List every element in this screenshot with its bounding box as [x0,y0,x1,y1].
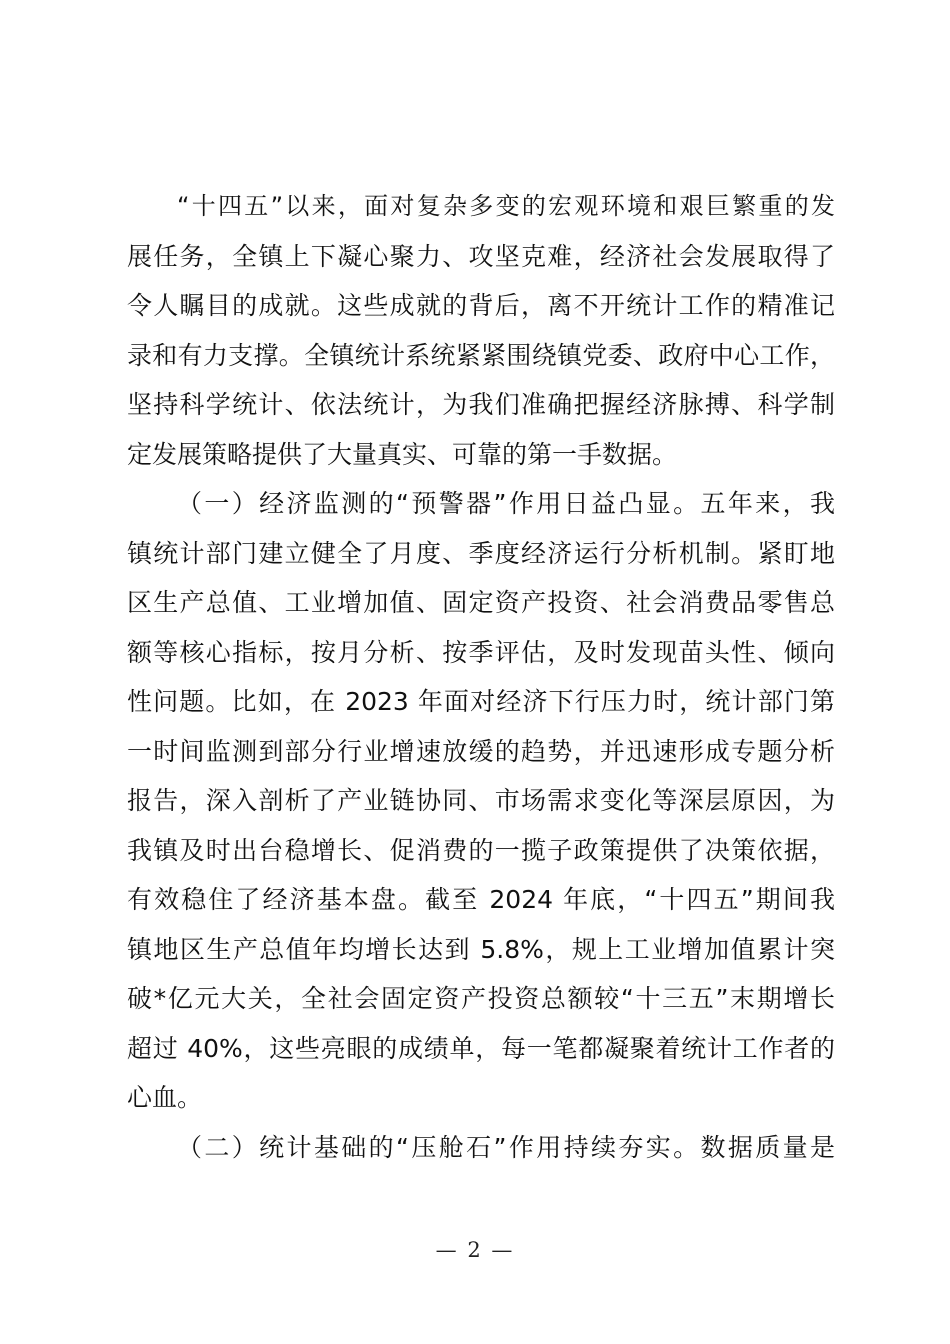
paragraph-intro [127,182,835,479]
text-line: 区生产总值、工业增加值、固定资产投资、社会消费品零售总 [127,588,835,617]
text-line: 有效稳住了经济基本盘。截至 2024 年底，“十四五”期间我 [127,885,836,914]
text-line: 性问题。比如，在 2023 年面对经济下行压力时，统计部门第 [127,687,835,716]
text-line: 坚持科学统计、依法统计，为我们准确把握经济脉搏、科学制 [127,390,835,419]
text-line: 我镇及时出台稳增长、促消费的一揽子政策提供了决策依据， [127,835,835,865]
text-line: 展任务，全镇上下凝心聚力、攻坚克难，经济社会发展取得了 [127,241,835,271]
text-line: 额等核心指标，按月分析、按季评估，及时发现苗头性、倾向 [127,637,835,667]
paragraph-section-two [127,1123,835,1173]
paragraph-section-one [127,479,835,1123]
text-line: 破*亿元大关，全社会固定资产投资总额较“十三五”末期增长 [127,984,835,1013]
text-line: 报告，深入剖析了产业链协同、市场需求变化等深层原因，为 [127,786,835,815]
text-line: 心血。 [127,1083,203,1112]
text-line: 镇统计部门建立健全了月度、季度经济运行分析机制。紧盯地 [127,538,835,568]
section-heading-line: （二）统计基础的“压舱石”作用持续夯实。数据质量是 [177,1132,835,1162]
page-number: — 2 — [435,1238,515,1262]
text-line: 录和有力支撑。全镇统计系统紧紧围绕镇党委、政府中心工作， [127,340,835,370]
text-line: 镇地区生产总值年均增长达到 5.8%，规上工业增加值累计突 [127,934,835,964]
body-text [127,182,835,1172]
text-line: “十四五”以来，面对复杂多变的宏观环境和艰巨繁重的发 [177,192,835,220]
text-line: 一时间监测到部分行业增速放缓的趋势，并迅速形成专题分析 [127,736,835,766]
text-line: 令人瞩目的成就。这些成就的背后，离不开统计工作的精准记 [127,291,835,320]
text-line: 定发展策略提供了大量真实、可靠的第一手数据。 [127,439,678,469]
text-line: 超过 40%，这些亮眼的成绩单，每一笔都凝聚着统计工作者的 [127,1033,835,1063]
section-heading-line: （一）经济监测的“预警器”作用日益凸显。五年来，我 [177,489,835,518]
